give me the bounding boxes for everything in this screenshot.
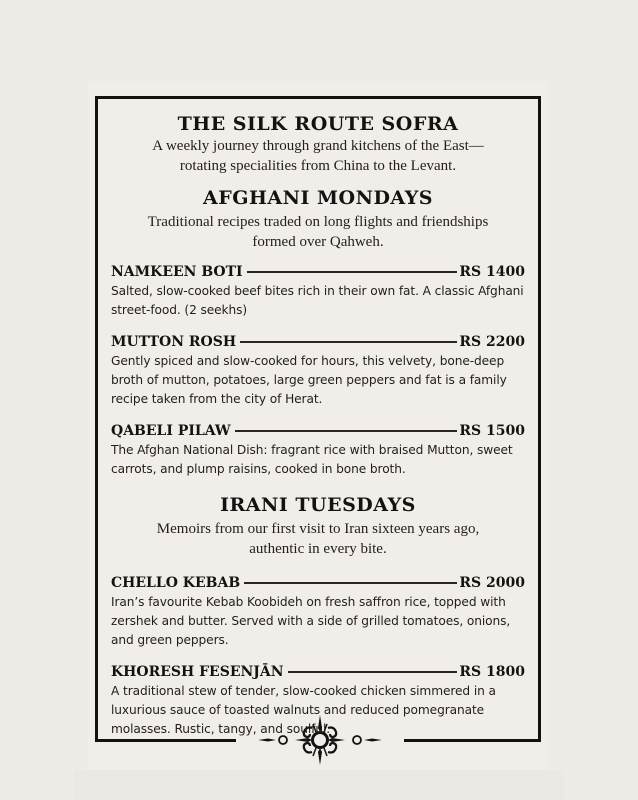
dotted-leader <box>235 430 458 432</box>
menu-item-qabeli-pilaw <box>111 421 525 479</box>
section-intro: Traditional recipes traded on long flights and friendships formed over Qahweh. <box>147 214 489 250</box>
item-description: Gently spiced and slow-cooked for hours, this velvety, bone-deep broth of mutton, potatoes, large green peppers and fat is a family recipe taken from the city of Herat. <box>111 354 507 406</box>
lower-background-band <box>74 770 564 800</box>
frame-bottom-left-line <box>95 739 236 742</box>
item-description: Iran’s favourite Kebab Koobideh on fresh saffron rice, topped with zershek and butter. Served with a side of grilled tomatoes, onions, and green peppers. <box>111 595 511 647</box>
item-name: KHORESH FESENJĀN <box>111 664 284 680</box>
dotted-leader <box>288 671 458 673</box>
menu-item-chello-kebab <box>111 573 525 650</box>
item-name: MUTTON ROSH <box>111 334 237 350</box>
section-title: AFGHANI MONDAYS <box>202 187 434 209</box>
item-name: QABELI PILAW <box>111 423 231 439</box>
menu-title: THE SILK ROUTE SOFRA <box>177 113 459 135</box>
item-price: RS 2200 <box>459 334 525 350</box>
section-afghani-mondays <box>111 186 525 479</box>
item-price: RS 2000 <box>459 575 525 591</box>
item-description: A traditional stew of tender, slow-cooked chicken simmered in a luxurious sauce of toasted walnuts and reduced pomegranate molasses. Rustic, tangy, and soulful. <box>111 684 496 736</box>
menu-tagline: A weekly journey through grand kitchens of the East—rotating specialities from China to the Levant. <box>152 138 484 174</box>
dotted-leader <box>240 341 457 343</box>
section-irani-tuesdays <box>111 493 525 739</box>
frame-bottom-right-line <box>404 739 541 742</box>
item-description: Salted, slow-cooked beef bites rich in their own fat. A classic Afghani street-food. (2 seekhs) <box>111 284 524 317</box>
item-name: NAMKEEN BOTI <box>111 264 243 280</box>
item-price: RS 1500 <box>459 423 525 439</box>
section-intro: Memoirs from our first visit to Iran sixteen years ago, authentic in every bite. <box>156 521 480 557</box>
item-description: The Afghan National Dish: fragrant rice with braised Mutton, sweet carrots, and plump raisins, cooked in bone broth. <box>111 443 513 476</box>
item-price: RS 1800 <box>459 664 525 680</box>
menu-content <box>111 112 525 739</box>
dotted-leader <box>247 271 458 273</box>
item-name: CHELLO KEBAB <box>111 575 241 591</box>
menu-item-khoresh-fesenjan <box>111 662 525 739</box>
menu-item-mutton-rosh <box>111 332 525 409</box>
menu-item-namkeen-boti <box>111 262 525 320</box>
section-title: IRANI TUESDAYS <box>220 494 416 516</box>
dotted-leader <box>244 582 457 584</box>
item-price: RS 1400 <box>459 264 525 280</box>
